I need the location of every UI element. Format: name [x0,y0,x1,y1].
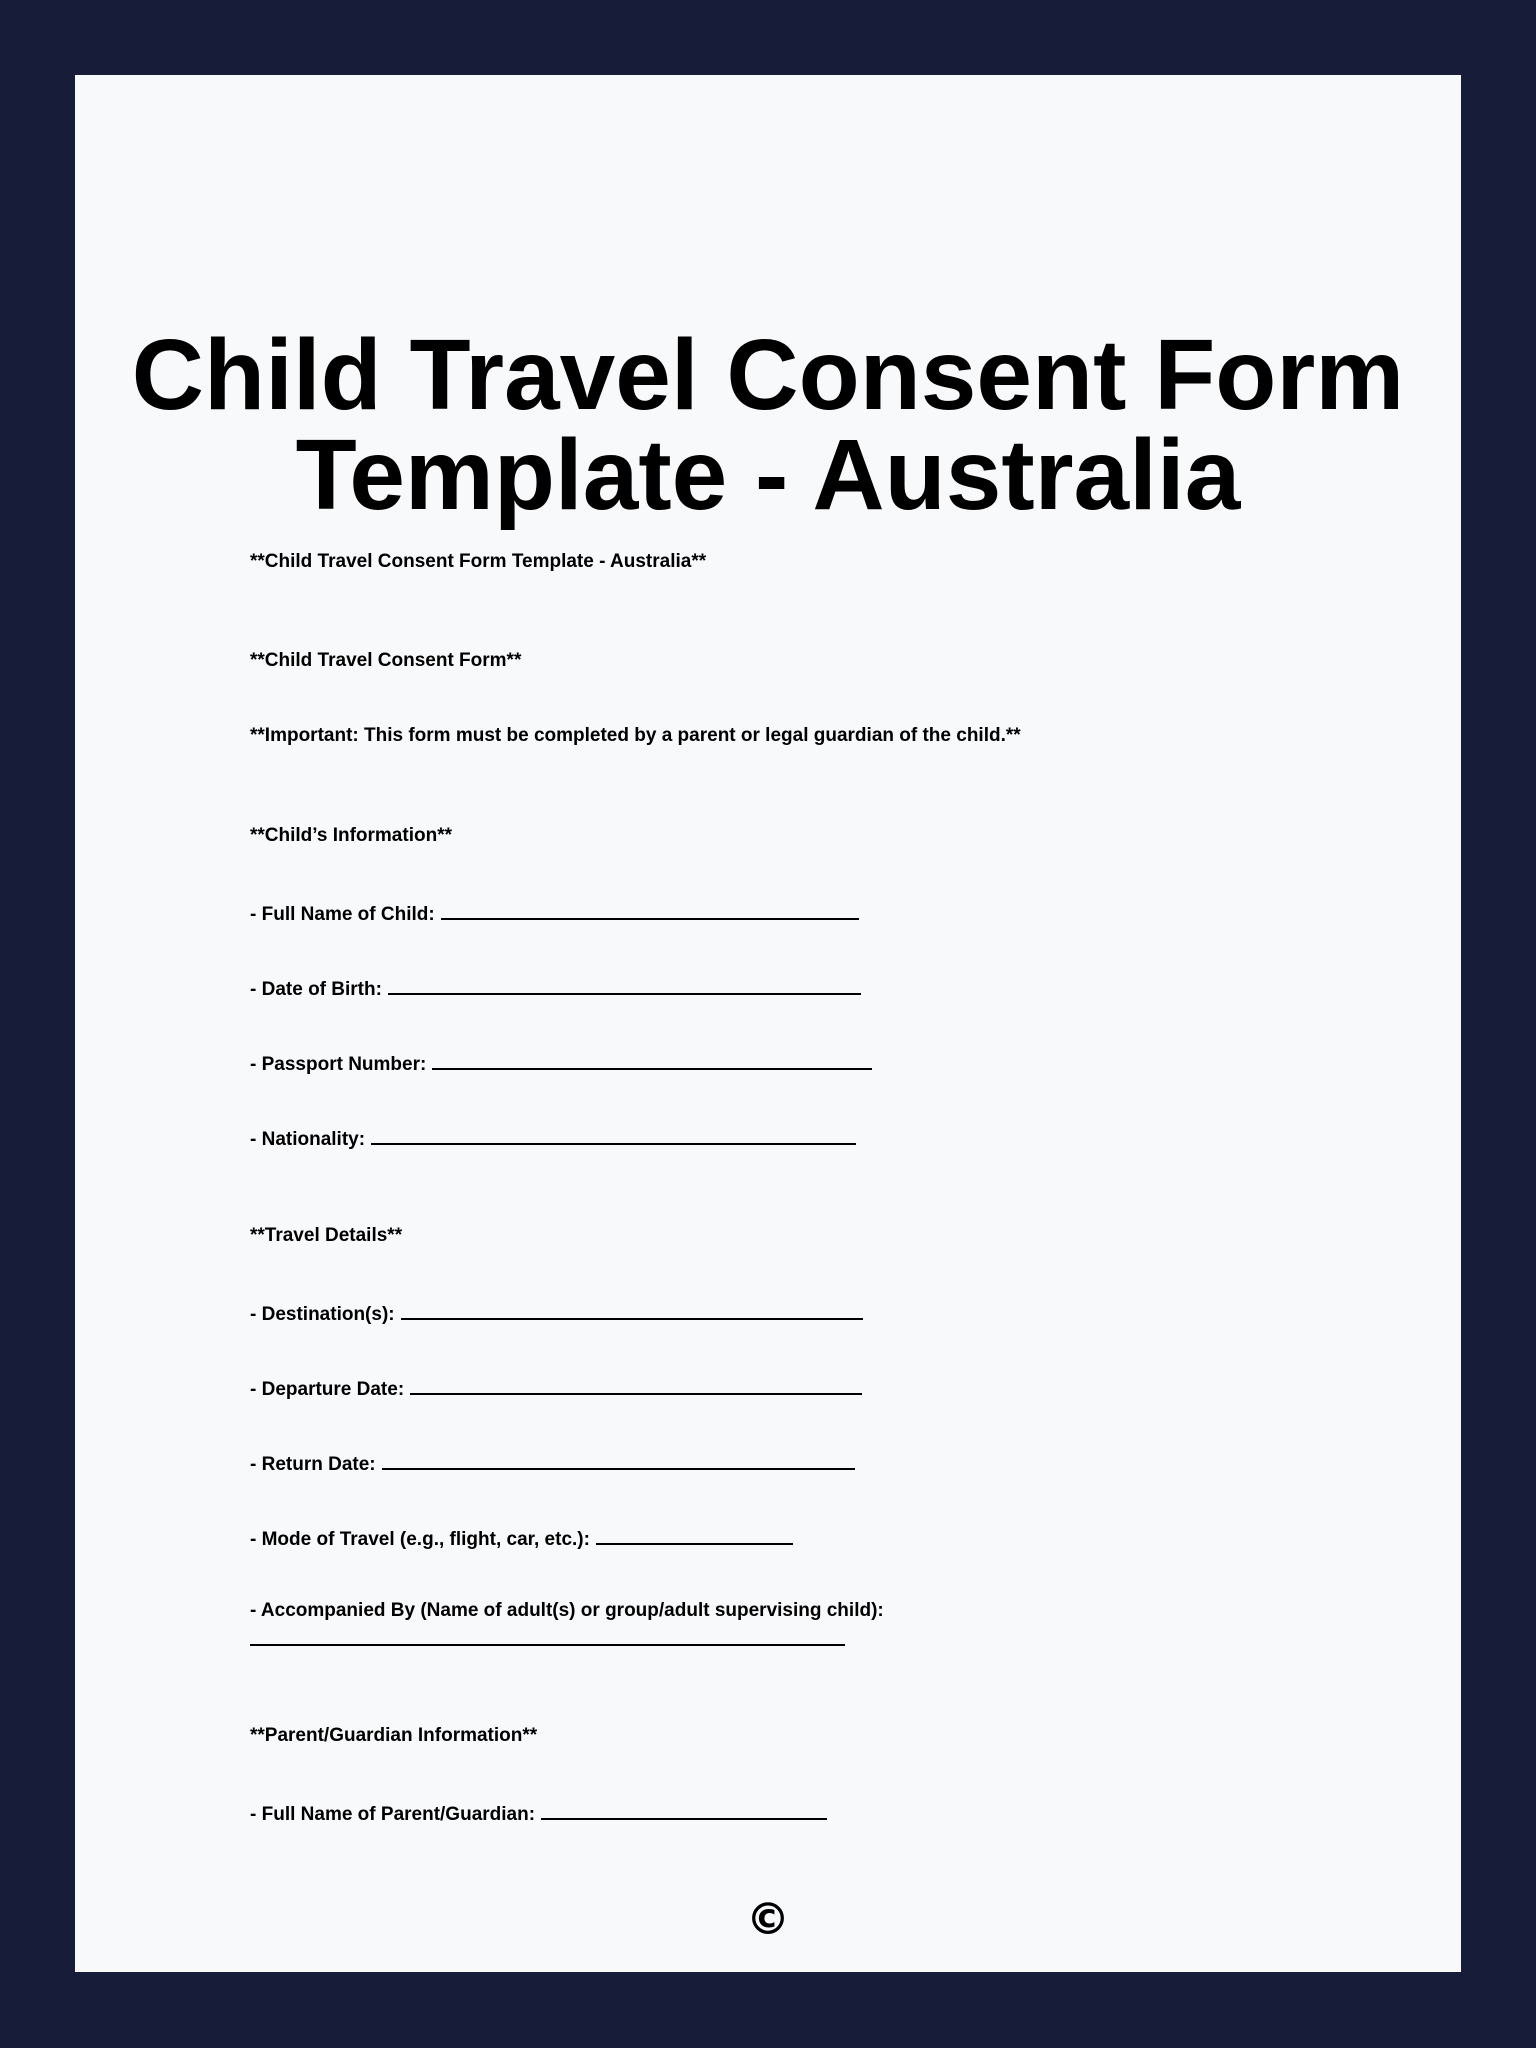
passport-number-label: - Passport Number: [250,1054,427,1075]
child-full-name-label: - Full Name of Child: [250,904,435,925]
document-page [75,75,1461,1972]
return-date-blank[interactable] [382,1450,855,1470]
guardian-full-name-label: - Full Name of Parent/Guardian: [250,1804,536,1825]
child-full-name-field[interactable] [250,900,859,926]
return-date-field[interactable] [250,1450,855,1476]
mode-of-travel-field[interactable] [250,1525,793,1551]
date-of-birth-label: - Date of Birth: [250,979,382,1000]
guardian-info-heading: **Parent/Guardian Information** [250,1725,538,1746]
destinations-field[interactable] [250,1300,863,1326]
passport-number-blank[interactable] [432,1050,872,1070]
departure-date-blank[interactable] [410,1375,862,1395]
child-full-name-blank[interactable] [441,900,859,920]
passport-number-field[interactable] [250,1050,872,1076]
nationality-label: - Nationality: [250,1129,366,1150]
document-title-line-2: Template - Australia [295,419,1241,531]
guardian-full-name-blank[interactable] [541,1800,827,1820]
date-of-birth-field[interactable] [250,975,861,1001]
destinations-label: - Destination(s): [250,1304,395,1325]
form-title: **Child Travel Consent Form** [250,650,522,671]
accompanied-by-label: - Accompanied By (Name of adult(s) or group/adult supervising child): [250,1600,884,1621]
accompanied-by-blank[interactable] [250,1644,845,1646]
departure-date-field[interactable] [250,1375,862,1401]
document-title-line-1: Child Travel Consent Form [131,319,1405,431]
copyright-icon: © [746,1894,790,1945]
document-title [75,319,1461,531]
nationality-blank[interactable] [371,1125,856,1145]
important-notice: **Important: This form must be completed by a parent or legal guardian of the child.** [250,725,1021,746]
date-of-birth-blank[interactable] [388,975,861,995]
nationality-field[interactable] [250,1125,856,1151]
mode-of-travel-label: - Mode of Travel (e.g., flight, car, etc.): [250,1529,590,1550]
return-date-label: - Return Date: [250,1454,376,1475]
departure-date-label: - Departure Date: [250,1379,405,1400]
mode-of-travel-blank[interactable] [596,1525,793,1545]
child-info-heading: **Child’s Information** [250,825,452,846]
guardian-full-name-field[interactable] [250,1800,827,1826]
destinations-blank[interactable] [401,1300,863,1320]
form-header: **Child Travel Consent Form Template - Australia** [250,551,707,572]
travel-details-heading: **Travel Details** [250,1225,403,1246]
